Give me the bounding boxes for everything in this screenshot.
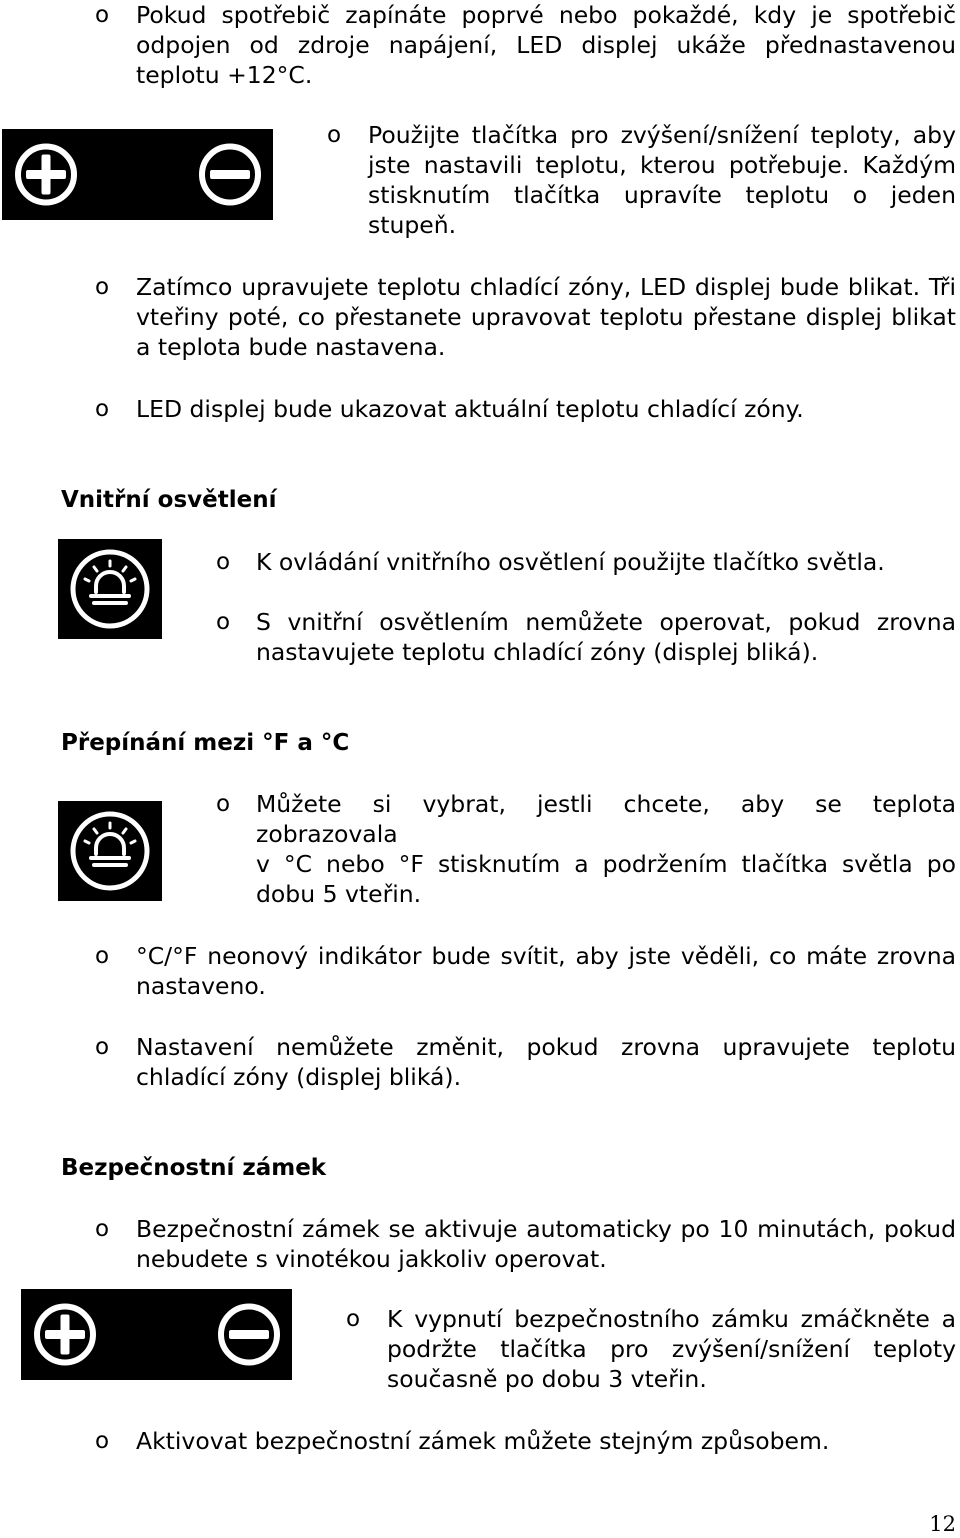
- paragraph-lock-disable: K vypnutí bezpečnostního zámku zmáčkněte a podržte tlačítka pro zvýšení/snížení teploty současně po dobu 3 vteřin.: [387, 1305, 956, 1393]
- paragraph-lock-activate: Aktivovat bezpečnostní zámek můžete stejným způsobem.: [136, 1427, 830, 1455]
- paragraph-unit-indicator: °C/°F neonový indikátor bude svítit, aby jste věděli, co máte zrovna nastaveno.: [136, 942, 956, 1000]
- bullet-marker: o: [95, 1216, 110, 1242]
- light-icon: [73, 814, 147, 888]
- bullet-marker: o: [327, 122, 342, 148]
- plus-icon: [37, 1307, 93, 1363]
- light-button-panel: [58, 539, 162, 639]
- paragraph-light-control: K ovládání vnitřního osvětlení použijte tlačítko světla.: [256, 548, 885, 576]
- bullet-marker: o: [95, 2, 110, 28]
- heading-safety-lock: Bezpečnostní zámek: [61, 1155, 327, 1181]
- light-icon: [73, 552, 147, 626]
- paragraph-unit-choice-line3: v °C nebo °F stisknutím a podržením tlačítka světla po dobu 5 vteřin.: [256, 850, 956, 908]
- plus-icon: [18, 147, 74, 203]
- bullet-marker: o: [95, 943, 110, 969]
- plus-minus-button-panel: [21, 1289, 292, 1380]
- paragraph-current-temp: LED displej bude ukazovat aktuální teplotu chladící zóny.: [136, 395, 804, 423]
- minus-icon: [221, 1307, 277, 1363]
- bullet-marker: o: [216, 549, 231, 575]
- heading-unit-switch: Přepínání mezi °F a °C: [61, 730, 350, 756]
- paragraph-unit-locked: Nastavení nemůžete změnit, pokud zrovna upravujete teplotu chladící zóny (displej bliká).: [136, 1033, 956, 1091]
- bullet-marker: o: [95, 1034, 110, 1060]
- paragraph-lock-auto: Bezpečnostní zámek se aktivuje automaticky po 10 minutách, pokud nebudete s vinotékou jakkoliv operovat.: [136, 1215, 956, 1273]
- bullet-marker: o: [216, 609, 231, 635]
- heading-interior-lighting: Vnitřní osvětlení: [61, 487, 277, 513]
- bullet-marker: o: [346, 1306, 361, 1332]
- page-number: 12: [929, 1512, 956, 1536]
- plus-minus-button-panel: [2, 129, 273, 220]
- bullet-marker: o: [95, 396, 110, 422]
- paragraph-unit-choice-line1: Můžete si vybrat, jestli chcete, aby se teplota: [256, 790, 956, 818]
- paragraph-light-disabled: S vnitřní osvětlením nemůžete operovat, pokud zrovna nastavujete teplotu chladící zóny (displej bliká).: [256, 608, 956, 666]
- paragraph-adjust-temp: Použijte tlačítka pro zvýšení/snížení teploty, aby jste nastavili teplotu, kterou potřebuje. Každým stisknutím tlačítka upravíte teplotu o jeden stupeň.: [368, 121, 956, 239]
- paragraph-display-blink: Zatímco upravujete teplotu chladící zóny, LED displej bude blikat. Tři vteřiny poté, co přestanete upravovat teplotu přestane displej blikat a teplota bude nastavena.: [136, 273, 956, 361]
- light-button-panel: [58, 801, 162, 901]
- paragraph-unit-choice-line2: zobrazovala: [256, 820, 398, 848]
- bullet-marker: o: [95, 274, 110, 300]
- paragraph-initial-temp: Pokud spotřebič zapínáte poprvé nebo pokaždé, kdy je spotřebič odpojen od zdroje napájení, LED displej ukáže přednastavenou teplotu +12°C.: [136, 1, 956, 89]
- minus-icon: [202, 147, 258, 203]
- bullet-marker: o: [95, 1428, 110, 1454]
- bullet-marker: o: [216, 791, 231, 817]
